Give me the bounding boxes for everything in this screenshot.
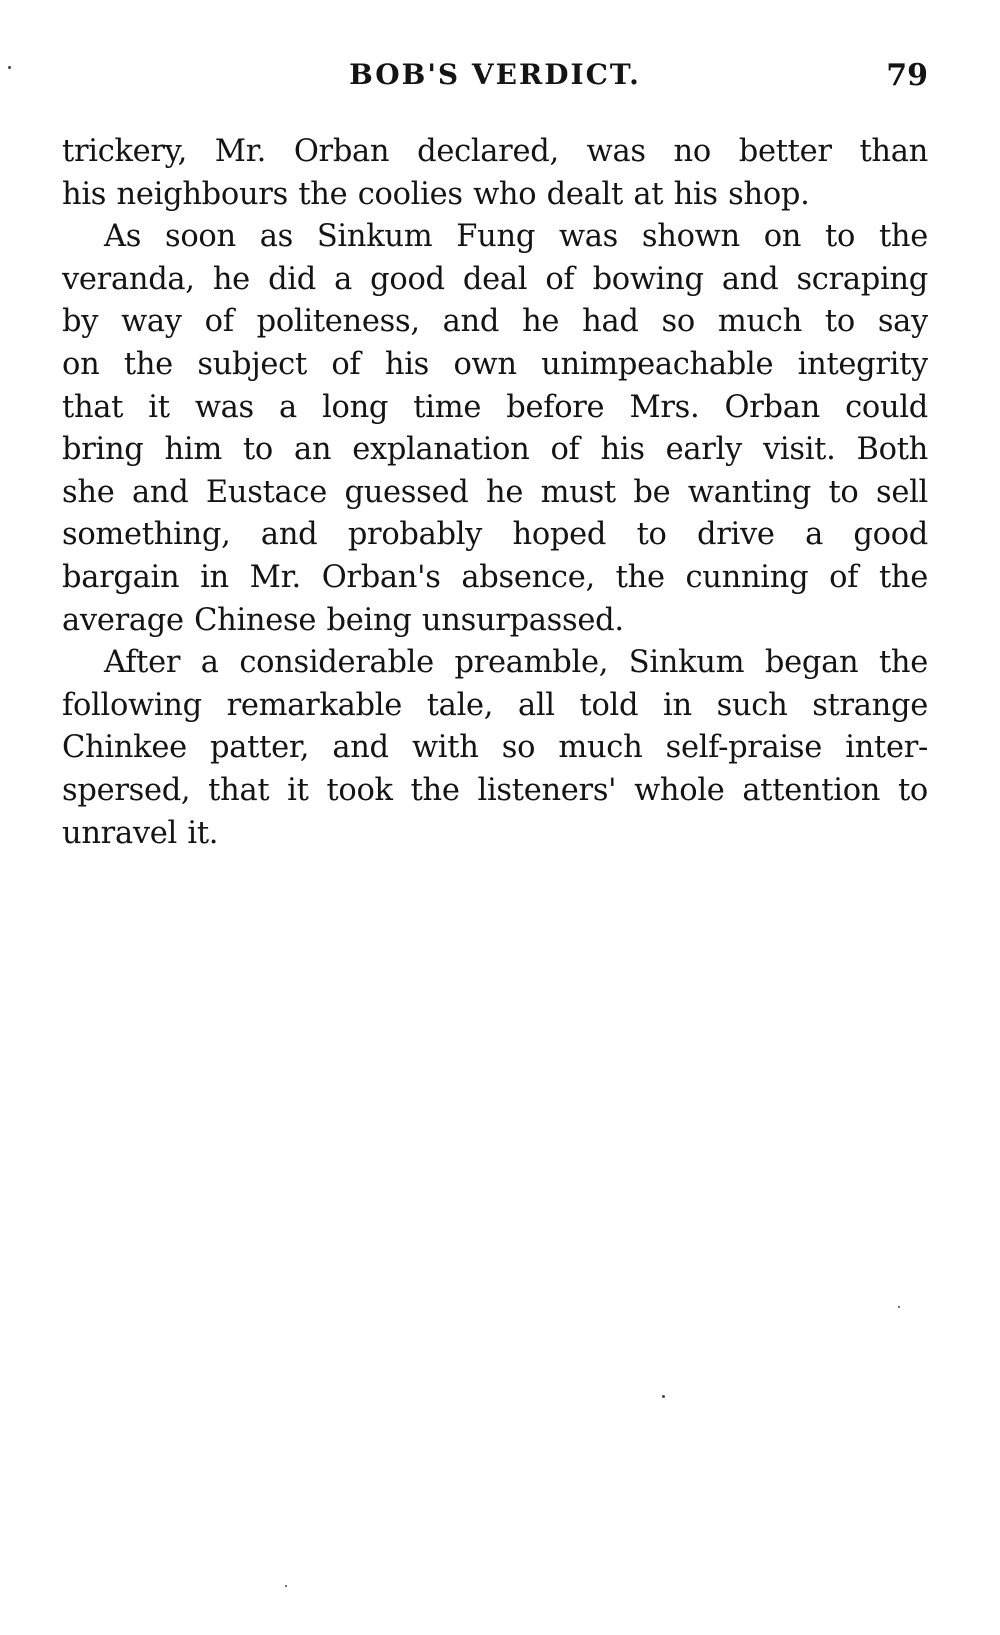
text-line: veranda, he did a good deal of bowing and scraping (62, 261, 928, 297)
text-line: Chinkee patter, and with so much self-praise inter- (62, 730, 928, 766)
text-line: As soon as Sinkum Fung was shown on to the (104, 219, 928, 255)
text-line: After a considerable preamble, Sinkum began the (104, 645, 928, 681)
page-number: 79 (886, 58, 928, 93)
text-line: following remarkable tale, all told in such strange (62, 687, 928, 723)
text-line: spersed, that it took the listeners' whole attention to (62, 772, 928, 808)
text-line: his neighbours the coolies who dealt at his shop. (62, 176, 810, 212)
text-line: she and Eustace guessed he must be wanting to sell (62, 474, 928, 510)
text-line: on the subject of his own unimpeachable integrity (62, 346, 928, 382)
text-line: bargain in Mr. Orban's absence, the cunning of the (62, 559, 928, 595)
scan-speck (285, 1585, 287, 1587)
text-line: bring him to an explanation of his early visit. Both (62, 432, 928, 468)
scan-speck (8, 66, 11, 69)
running-head (62, 58, 928, 98)
body-text (62, 131, 928, 855)
scan-speck (662, 1395, 665, 1398)
text-line: trickery, Mr. Orban declared, was no better than (62, 134, 928, 169)
scan-speck (898, 1306, 900, 1308)
text-line: by way of politeness, and he had so much to say (62, 304, 928, 340)
text-line: average Chinese being unsurpassed. (62, 602, 624, 638)
running-title: BOB'S VERDICT. (349, 58, 641, 91)
text-line: something, and probably hoped to drive a good (62, 517, 928, 553)
text-line: that it was a long time before Mrs. Orban could (62, 389, 928, 425)
text-line: unravel it. (62, 815, 219, 851)
